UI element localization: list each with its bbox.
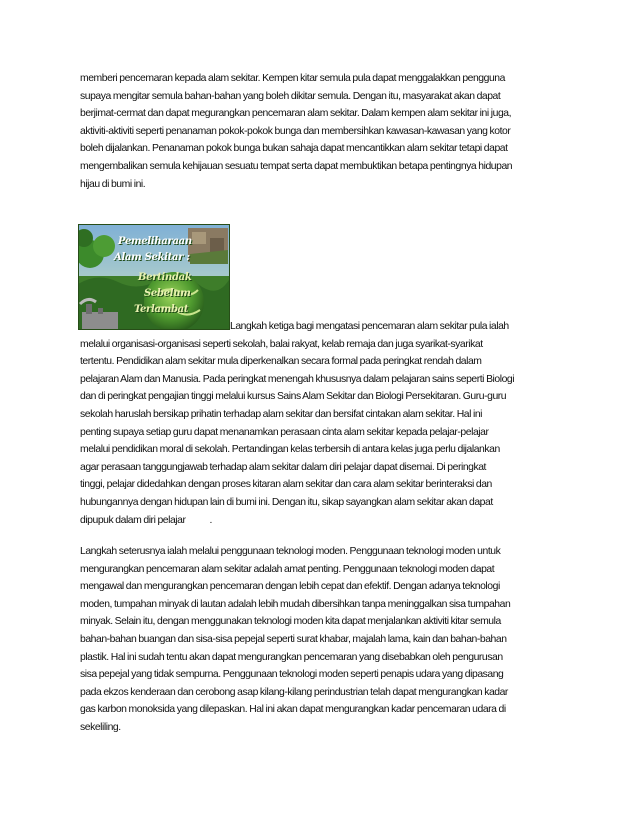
poster-subtitle-line: Bertindak xyxy=(138,272,192,283)
text-line: dan di peringkat pengajian tinggi melalui kursus Sains Alam Sekitar dan Biologi Persekitaran. Guru-guru xyxy=(80,391,507,403)
paragraph-education-first-line xyxy=(230,318,570,336)
paragraph-modern-technology xyxy=(80,543,568,737)
text-line: memberi pencemaran kepada alam sekitar. Kempen kitar semula pula dapat menggalakkan pengguna xyxy=(80,73,505,84)
text-line: sekolah haruslah bersikap prihatin terhadap alam sekitar dan bersifat cintakan alam sekitar. Hal ini xyxy=(80,408,483,420)
text-line: plastik. Hal ini sudah tentu akan dapat mengurangkan pencemaran yang disebabkan oleh pengurusan xyxy=(80,651,503,663)
text-line: penting supaya setiap guru dapat menanamkan perasaan cinta alam sekitar kepada pelajar-pelajar xyxy=(80,426,489,438)
text-line: melalui organisasi-organisasi seperti sekolah, balai rakyat, kelab remaja dan juga syarikat-syarikat xyxy=(80,338,483,350)
text-line: berjimat-cermat dan dapat megurangkan pencemaran alam sekitar. Dalam kempen alam sekitar ini juga, xyxy=(80,108,512,120)
text-line: aktiviti-aktiviti seperti penanaman pokok-pokok bunga dan membersihkan kawasan-kawasan yang kotor xyxy=(80,125,511,137)
text-line xyxy=(80,512,568,530)
paragraph-environmental-education xyxy=(80,336,568,530)
text-line: sisa pepejal yang tidak sempurna. Penggunaan teknologi moden seperti penapis udara yang dipasang xyxy=(80,669,504,681)
text-line: minyak. Selain itu, dengan menggunakan teknologi moden kita dapat menjalankan aktiviti kitar semula xyxy=(80,616,501,628)
poster-title-line: Alam Sekitar : xyxy=(114,252,190,263)
poster-subtitle-line: Sebelum xyxy=(144,288,191,299)
text-line: agar perasaan tanggungjawab terhadap alam sekitar dalam diri pelajar dapat disemai. Di peringkat xyxy=(80,461,486,473)
text-line: melalui pendidikan moral di sekolah. Pertandingan kelas terbersih di antara kelas juga perlu dijalankan xyxy=(80,444,500,456)
text-line-start: dipupuk dalam diri pelajar xyxy=(80,514,186,526)
text-line: Langkah seterusnya ialah melalui penggunaan teknologi moden. Penggunaan teknologi moden untuk xyxy=(80,546,501,557)
text-line: pelajaran Alam dan Manusia. Pada peringkat menengah khususnya dalam pelajaran sains seperti Biologi xyxy=(80,373,515,385)
text-line: bahan-bahan buangan dan sisa-sisa pepejal seperti surat khabar, majalah lama, kain dan bahan-bahan xyxy=(80,633,507,645)
text-line-end: . xyxy=(209,514,212,526)
text-line: hubungannya dengan hidupan lain di bumi ini. Dengan itu, sikap sayangkan alam sekitar akan dapat xyxy=(80,496,493,508)
text-line: gas karbon monoksida yang dilepaskan. Hal ini akan dapat mengurangkan kadar pencemaran udara di xyxy=(80,704,506,716)
text-line: tinggi, pelajar didedahkan dengan proses kitaran alam sekitar dan cara alam sekitar berinteraksi dan xyxy=(80,479,492,491)
poster-subtitle-line: Terlambat xyxy=(134,304,189,315)
text-line: hijau di bumi ini. xyxy=(80,178,146,190)
text-line: moden, tumpahan minyak di lautan adalah lebih mudah dibersihkan tanpa meninggalkan sisa tumpahan xyxy=(80,598,511,610)
paragraph-recycling-campaign xyxy=(80,70,568,193)
environment-poster-image xyxy=(78,224,230,330)
text-line: mengembalikan semula kehijauan sesuatu tempat serta dapat membuktikan betapa pentingnya hidupan xyxy=(80,160,513,172)
text-line: mengawal dan mengurangkan pencemaran dengan lebih cepat dan efektif. Dengan adanya teknologi xyxy=(80,581,500,593)
poster-title-line: Pemeliharaan xyxy=(118,236,192,247)
text-line: mengurangkan pencemaran alam sekitar adalah amat penting. Penggunaan teknologi moden dapat xyxy=(80,563,495,575)
text-line: Langkah ketiga bagi mengatasi pencemaran alam sekitar pula ialah xyxy=(230,321,509,332)
text-line: tertentu. Pendidikan alam sekitar mula diperkenalkan secara formal pada peringkat rendah dalam xyxy=(80,356,482,368)
text-line: supaya mengitar semula bahan-bahan yang boleh dikitar semula. Dengan itu, masyarakat akan dapat xyxy=(80,90,501,102)
text-line: sekeliling. xyxy=(80,721,121,733)
text-line: pada ekzos kenderaan dan cerobong asap kilang-kilang perindustrian telah dapat mengurangkan kadar xyxy=(80,686,508,698)
text-line: boleh dijalankan. Penanaman pokok bunga bukan sahaja dapat mencantikkan alam sekitar tetapi dapat xyxy=(80,143,508,155)
